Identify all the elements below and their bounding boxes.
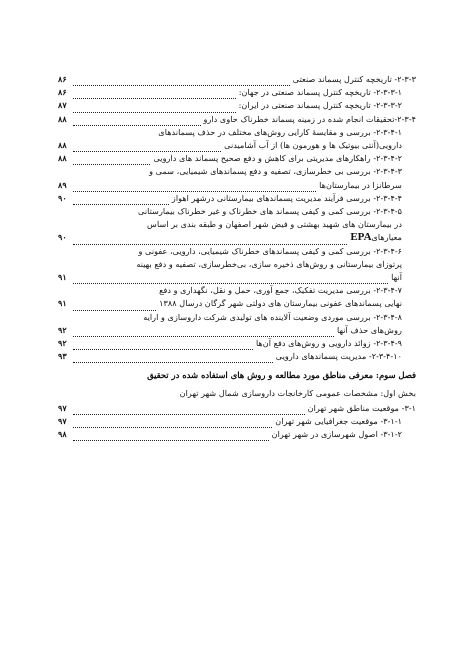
toc-entry [58, 126, 416, 152]
dot-leader [73, 116, 201, 126]
part-1-heading [58, 387, 416, 400]
part-1-title: بخش اول: مشخصات عمومی کارخانجات داروسازی شمال شهر تهران [179, 387, 416, 398]
table-of-contents [58, 73, 416, 441]
toc-entry-line [58, 415, 402, 428]
toc-entry-title-line: ۲-۳-۴-۱- بررسی و مقایسهٔ کارایی روش‌های مختلف در حذف پسماندهای [158, 126, 402, 137]
toc-entry-line [58, 231, 402, 244]
toc-entry [58, 402, 416, 415]
toc-entry-line [58, 86, 402, 99]
toc-entry-title: دارویی(آنتی بیوتیک ها و هورمون ها) از آب آشامیدنی [224, 140, 402, 151]
dot-leader [73, 353, 273, 363]
toc-entry-line [58, 297, 402, 310]
toc-entry-line [58, 152, 402, 165]
page-number: ۸۹ [58, 179, 67, 190]
toc-entry [58, 337, 416, 350]
toc-entry-title: ۲-۳-۴-۴- بررسی فرآیند مدیریت پسماندهای بیمارستانی درشهر اهواز [171, 192, 402, 203]
toc-entry-title: ۲-۳-۳-۱- تاریخچه کنترل پسماند صنعتی در جهان: [238, 87, 402, 98]
page-number: ۸۶ [58, 74, 67, 84]
toc-entry-title: سرطانزا در بیمارستان‌ها [319, 179, 402, 190]
toc-entry [58, 113, 416, 126]
dot-leader [73, 327, 334, 337]
dot-leader [73, 418, 272, 428]
toc-entry-title-line: در بیمارستان های شهید بهشتی و فیض شهر اصفهان و طبقه بندی بر اساس [147, 219, 402, 230]
toc-entry-title-line: ۲-۳-۴-۸- بررسی موردی وضعیت آلاینده های تولیدی شرکت داروسازی و ارایه [143, 311, 402, 322]
toc-entry [58, 73, 416, 86]
page-number: ۹۱ [58, 272, 67, 283]
toc-entry [58, 284, 416, 310]
page-number: ۸۶ [58, 87, 67, 98]
chapter-3-entries [58, 402, 416, 442]
toc-entry [58, 350, 416, 363]
page-number: ۸۷ [58, 100, 67, 111]
chapter-3-title: فصل سوم: معرفی مناطق مورد مطالعه و روش های استفاده شده در تحقیق [147, 370, 416, 381]
dot-leader [73, 301, 156, 311]
chapter-3-heading [58, 369, 416, 382]
dot-leader [73, 431, 269, 441]
dot-leader [73, 340, 253, 350]
dot-leader [73, 89, 236, 99]
toc-entry-title: ۲-۳-۴-۹- زوائد دارویی و روش‌های دفع آن‌ها [255, 338, 402, 349]
toc-entry-title-line: ۲-۳-۴-۶- بررسی کمی و کیفی پسماندهای خطرناک شیمیایی، دارویی، عفونی و [138, 245, 402, 256]
page-number: ۹۲ [58, 338, 67, 349]
toc-entry [58, 205, 416, 245]
page-number: ۹۷ [58, 402, 67, 413]
toc-entry-line [58, 428, 402, 441]
toc-entry [58, 99, 416, 112]
dot-leader [73, 142, 221, 152]
dot-leader [73, 195, 169, 205]
toc-entry-title: روش‌های حذف آنها [337, 324, 402, 335]
toc-entry-title-line: پرتوزای بیمارستانی و روش‌های ذخیره سازی، بی‌خطرسازی، تصفیه و دفع بهینه [136, 258, 402, 269]
toc-entry-line [58, 139, 402, 152]
toc-entry-title: ۲-۳-۴-تحقیقات انجام شده در زمینه پسماند خطرناک حاوی دارو [203, 113, 416, 124]
toc-entry [58, 86, 416, 99]
page-number: ۹۸ [58, 429, 67, 440]
dot-leader [73, 182, 316, 192]
toc-entry-title-line: ۲-۳-۴-۷- بررسی مدیریت تفکیک، جمع آوری، حمل و نقل، نگهداری و دفع [159, 285, 402, 296]
toc-entry-line [58, 113, 416, 126]
toc-entry-title: معیارهای [371, 232, 402, 243]
toc-entry-title-line: ۲-۳-۴-۵- بررسی کمی و کیفی پسماند های خطرناک و غیر خطرناک بیمارستانی [138, 206, 402, 217]
toc-entry-line [58, 350, 402, 363]
toc-entry [58, 428, 416, 441]
page-number: ۸۸ [58, 153, 67, 164]
toc-entry-line [58, 271, 402, 284]
dot-leader [73, 235, 347, 245]
dot-leader [73, 155, 150, 165]
page-number: ۹۱ [58, 298, 67, 309]
page-number: ۸۸ [58, 140, 67, 151]
dot-leader [73, 405, 305, 415]
toc-entry [58, 415, 416, 428]
dot-leader [73, 76, 290, 86]
toc-entry-title: ۲-۳-۳- تاریخچه کنترل پسماند صنعتی [292, 74, 416, 84]
toc-entry-acronym: EPA [350, 231, 372, 244]
toc-entry-line [58, 337, 402, 350]
toc-entries [58, 73, 416, 363]
toc-entry-line [58, 324, 402, 337]
page-number: ۹۰ [58, 192, 67, 203]
toc-entry-title: ۳-۱- موقعیت مناطق شهر تهران [307, 402, 416, 413]
toc-entry-line [58, 99, 402, 112]
page-number: ۹۰ [58, 232, 67, 243]
dot-leader [73, 274, 388, 284]
page-number: ۸۸ [58, 113, 67, 124]
toc-entry [58, 192, 416, 205]
toc-entry-line [58, 192, 402, 205]
toc-entry-title: ۳-۱-۲- اصول شهرسازی در شهر تهران [271, 429, 402, 440]
toc-entry-title: ۳-۱-۱- موقعیت جغرافیایی شهر تهران [275, 416, 402, 427]
toc-entry-title: آنها [391, 272, 402, 283]
toc-entry-title: ۲-۳-۳-۲- تاریخچه کنترل پسماند صنعتی در ایران: [238, 100, 402, 111]
page-number: ۹۷ [58, 416, 67, 427]
dot-leader [73, 103, 236, 113]
toc-entry [58, 165, 416, 191]
toc-entry [58, 152, 416, 165]
toc-entry-line [58, 73, 416, 86]
page-number: ۹۲ [58, 324, 67, 335]
toc-entry-title: ۲-۳-۴-۱۰- مدیریت پسماندهای دارویی [275, 351, 402, 362]
toc-entry-line [58, 179, 402, 192]
toc-entry [58, 245, 416, 285]
toc-entry [58, 311, 416, 337]
toc-entry-title: ۲-۳-۴-۲- راهکارهای مدیریتی برای کاهش و دفع صحیح پسماند های دارویی [153, 153, 402, 164]
toc-entry-title: نهایی پسماندهای عفونی بیمارستان های دولتی شهر گرگان درسال ۱۳۸۸ [159, 298, 402, 309]
page-number: ۹۳ [58, 351, 67, 362]
toc-entry-line [58, 402, 416, 415]
toc-entry-title-line: ۲-۳-۴-۳- بررسی بی خطرسازی، تصفیه و دفع پسماندهای شیمیایی، سمی و [149, 166, 402, 177]
